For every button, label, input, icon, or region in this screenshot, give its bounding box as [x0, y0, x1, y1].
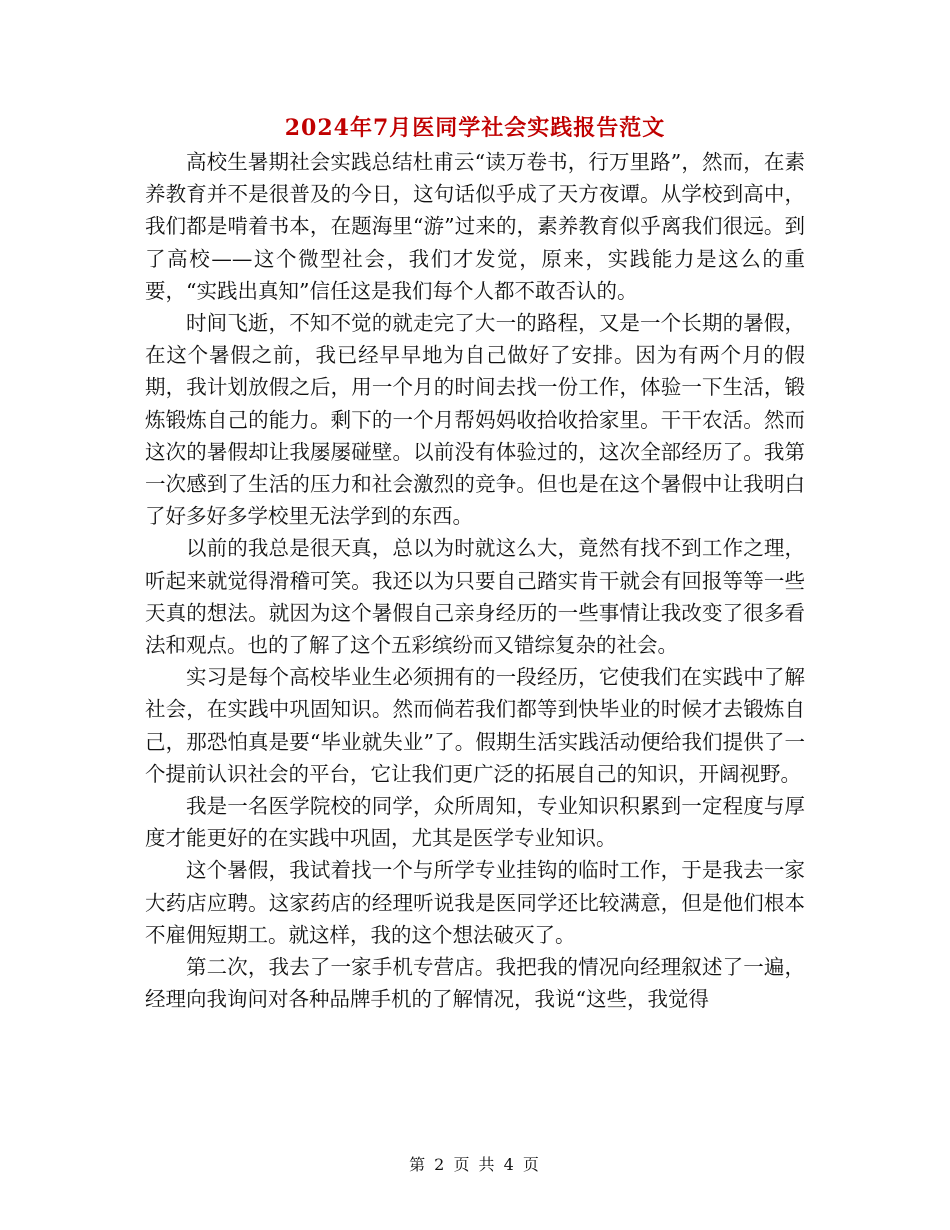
paragraph: 我是一名医学院校的同学，众所周知，专业知识积累到一定程度与厚度才能更好的在实践中巩固，尤其是医学专业知识。: [145, 794, 805, 851]
paragraph: 高校生暑期社会实践总结杜甫云“读万卷书，行万里路”，然而，在素养教育并不是很普及的今日，这句话似乎成了天方夜谭。从学校到高中，我们都是啃着书本，在题海里“游”过来的，素养教育似乎离我们很远。到了高校——这个微型社会，我们才发觉，原来，实践能力是这么的重要，“实践出真知”信任这是我们每个人都不敢否认的。: [145, 150, 805, 303]
document-title: 2024年7月医同学社会实践报告范文: [284, 115, 666, 141]
paragraph: 这个暑假，我试着找一个与所学专业挂钩的临时工作，于是我去一家大药店应聘。这家药店的经理听说我是医同学还比较满意，但是他们根本不雇佣短期工。就这样，我的这个想法破灭了。: [145, 858, 805, 947]
paragraph: 以前的我总是很天真，总以为时就这么大，竟然有找不到工作之理，听起来就觉得滑稽可笑。我还以为只要自己踏实肯干就会有回报等等一些天真的想法。就因为这个暑假自己亲身经历的一些事情让我改变了很多看法和观点。也的了解了这个五彩缤纷而又错综复杂的社会。: [145, 536, 805, 658]
paragraph: 时间飞逝，不知不觉的就走完了大一的路程，又是一个长期的暑假，在这个暑假之前，我已经早早地为自己做好了安排。因为有两个月的假期，我计划放假之后，用一个月的时间去找一份工作，体验一下生活，锻炼锻炼自己的能力。剩下的一个月帮妈妈收拾收拾家里。干干农活。然而这次的暑假却让我屡屡碰壁。以前没有体验过的，这次全部经历了。我第一次感到了生活的压力和社会激烈的竞争。但也是在这个暑假中让我明白了好多好多学校里无法学到的东西。: [145, 311, 805, 529]
paragraph: 实习是每个高校毕业生必须拥有的一段经历，它使我们在实践中了解社会，在实践中巩固知识。然而倘若我们都等到快毕业的时候才去锻炼自己，那恐怕真是要“毕业就失业”了。假期生活实践活动便给我们提供了一个提前认识社会的平台，它让我们更广泛的拓展自己的知识，开阔视野。: [145, 665, 805, 786]
paragraph: 第二次，我去了一家手机专营店。我把我的情况向经理叙述了一遍，经理向我询问对各种品牌手机的了解情况，我说“这些，我觉得: [145, 955, 805, 1012]
document-body: [145, 146, 805, 1015]
page-number-footer: 第 2 页 共 4 页: [409, 1155, 541, 1174]
